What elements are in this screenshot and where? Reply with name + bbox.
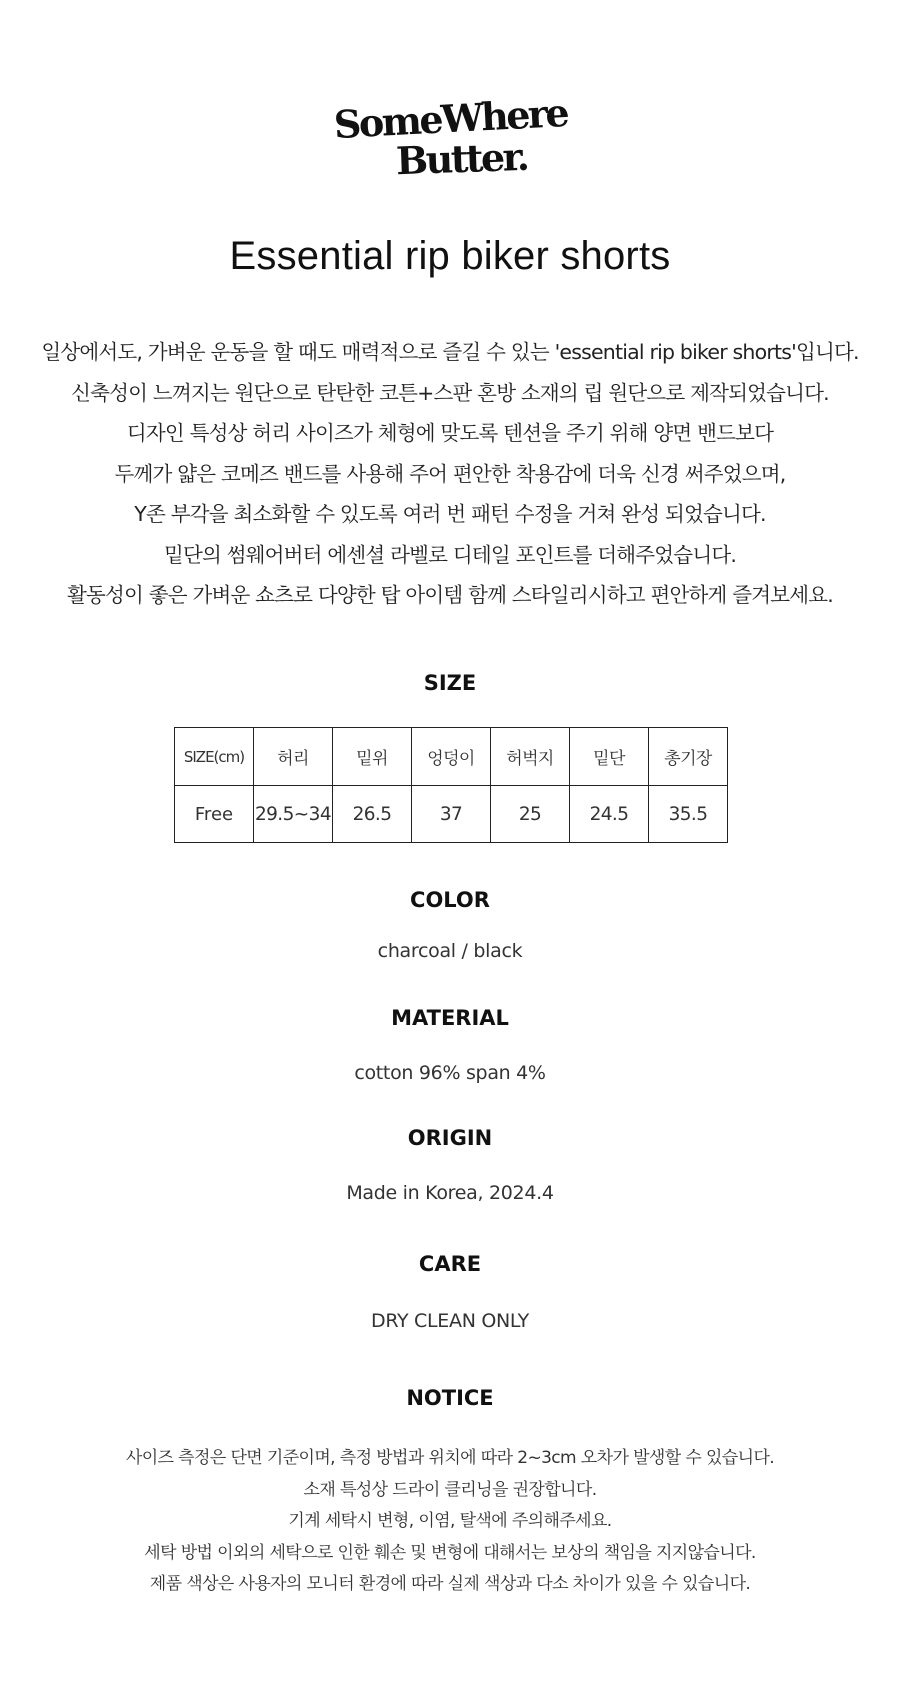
size-table-header-cell: 허벅지 [491, 728, 570, 786]
size-table-header-cell: 엉덩이 [412, 728, 491, 786]
brand-logo-mark [332, 89, 569, 184]
description-line: 두께가 얇은 코메즈 밴드를 사용해 주어 편안한 착용감에 더욱 신경 써주었으며, [114, 461, 786, 486]
size-table-cell: Free [175, 786, 254, 843]
care-heading: CARE [418, 1252, 482, 1276]
size-table-cell: 24.5 [570, 786, 649, 843]
origin-heading: ORIGIN [407, 1126, 493, 1150]
notice-line: 소재 특성상 드라이 클리닝을 권장합니다. [303, 1479, 597, 1500]
svg-text:Butter.: Butter. [395, 133, 529, 184]
size-table-header-cell: 허리 [254, 728, 333, 786]
description-line: 밑단의 썸웨어버터 에센셜 라벨로 디테일 포인트를 더해주었습니다. [163, 542, 737, 567]
color-value: charcoal / black [377, 940, 523, 962]
description-line: 일상에서도, 가벼운 운동을 할 때도 매력적으로 즐길 수 있는 'essential rip biker shorts'입니다. [41, 340, 859, 364]
notice-heading: NOTICE [406, 1386, 494, 1410]
notice-line: 세탁 방법 이외의 세탁으로 인한 훼손 및 변형에 대해서는 보상의 책임을 지지않습니다. [144, 1542, 756, 1563]
size-heading: SIZE [423, 671, 477, 695]
size-table-header-row [175, 728, 728, 786]
description-line: 디자인 특성상 허리 사이즈가 체형에 맞도록 텐션을 주기 위해 양면 밴드보다 [126, 421, 774, 445]
size-table-cell: 26.5 [333, 786, 412, 843]
table-row [175, 786, 728, 843]
notice-line: 기계 세탁시 변형, 이염, 탈색에 주의해주세요. [288, 1511, 612, 1531]
origin-value: Made in Korea, 2024.4 [346, 1182, 554, 1204]
notice-list [0, 1443, 900, 1601]
notice-line: 사이즈 측정은 단면 기준이며, 측정 방법과 위치에 따라 2~3cm 오차가 발생할 수 있습니다. [125, 1448, 775, 1468]
size-table-cell: 37 [412, 786, 491, 843]
svg-text:SomeWhere: SomeWhere [332, 89, 569, 148]
description-line: 활동성이 좋은 가벼운 쇼츠로 다양한 탑 아이템 함께 스타일리시하고 편안하게 즐겨보세요. [67, 583, 833, 607]
size-table-cell: 35.5 [649, 786, 728, 843]
color-heading: COLOR [410, 888, 490, 912]
product-title: Essential rip biker shorts [229, 234, 671, 278]
size-table-header-cell: 밑단 [570, 728, 649, 786]
size-table-header-cell: SIZE(cm) [175, 728, 254, 786]
material-value: cotton 96% span 4% [354, 1062, 546, 1084]
material-heading: MATERIAL [391, 1006, 509, 1030]
size-table [174, 727, 728, 843]
care-value: DRY CLEAN ONLY [370, 1310, 529, 1332]
size-table-cell: 25 [491, 786, 570, 843]
size-table-header-cell: 총기장 [649, 728, 728, 786]
product-description [0, 332, 900, 616]
description-line: Y존 부각을 최소화할 수 있도록 여러 번 패턴 수정을 거쳐 완성 되었습니다. [134, 502, 766, 526]
size-table-header-cell: 밑위 [333, 728, 412, 786]
notice-line: 제품 색상은 사용자의 모니터 환경에 따라 실제 색상과 다소 차이가 있을 수 있습니다. [149, 1574, 751, 1594]
description-line: 신축성이 느껴지는 원단으로 탄탄한 코튼+스판 혼방 소재의 립 원단으로 제작되었습니다. [71, 380, 829, 405]
size-table-cell: 29.5~34 [254, 786, 333, 843]
brand-logo [332, 89, 569, 184]
